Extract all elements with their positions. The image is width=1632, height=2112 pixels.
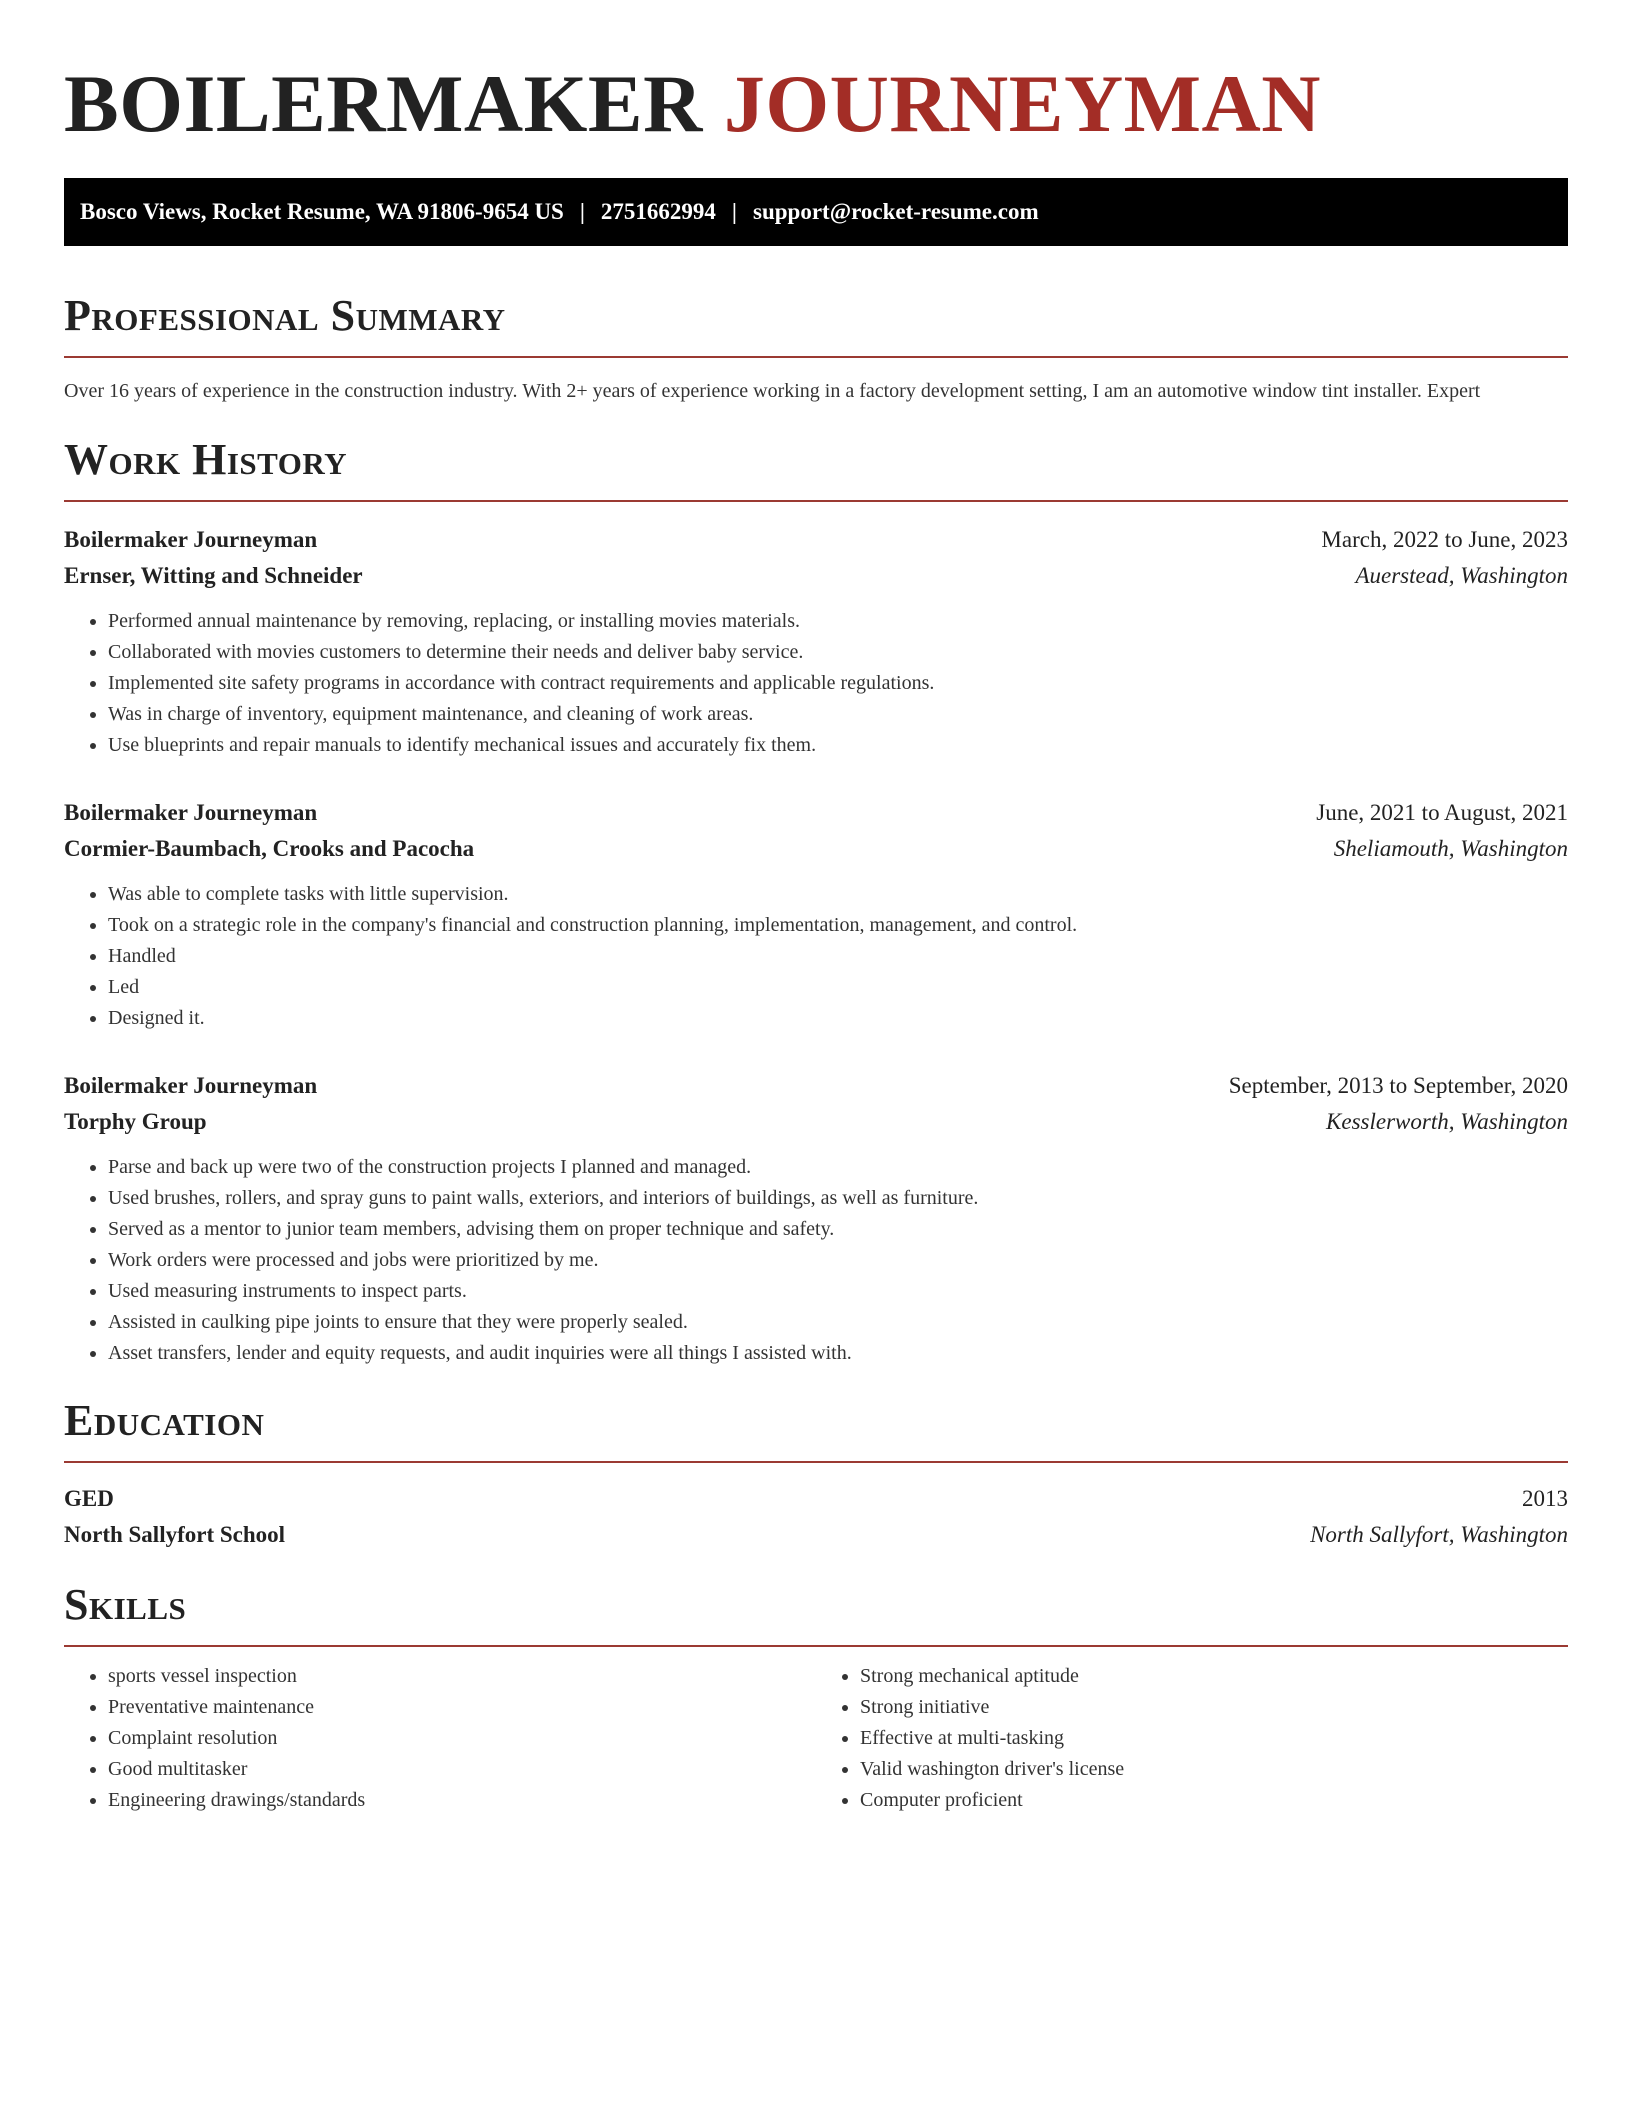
job-bullet: • Assisted in caulking pipe joints to ensure that they were properly sealed. bbox=[108, 1307, 1568, 1338]
job-entry bbox=[64, 522, 1568, 761]
contact-separator: | bbox=[579, 199, 585, 224]
summary-text: Over 16 years of experience in the construction industry. With 2+ years of experience working in a factory development setting, I am an automotive window tint installer. Expert bbox=[64, 380, 1481, 402]
skill-item: • sports vessel inspection bbox=[108, 1661, 816, 1692]
job-header-row bbox=[64, 522, 1568, 558]
job-bullet: • Implemented site safety programs in accordance with contract requirements and applicable regulations. bbox=[108, 668, 1568, 699]
skill-item: • Strong mechanical aptitude bbox=[860, 1661, 1568, 1692]
education-school-row bbox=[64, 1517, 1568, 1553]
job-bullet: • Performed annual maintenance by removing, replacing, or installing movies materials. bbox=[108, 606, 1568, 637]
candidate-name bbox=[64, 58, 1568, 150]
section-divider bbox=[64, 356, 1568, 358]
education-school: North Sallyfort School bbox=[64, 1522, 286, 1547]
work-history-section bbox=[64, 434, 1568, 1369]
skill-item: • Engineering drawings/standards bbox=[108, 1785, 816, 1816]
section-title: Skills bbox=[64, 1580, 187, 1629]
education-degree: GED bbox=[64, 1486, 114, 1511]
skills-columns bbox=[64, 1661, 1568, 1816]
section-title: Education bbox=[64, 1396, 265, 1445]
job-dates: September, 2013 to September, 2020 bbox=[1228, 1073, 1568, 1098]
job-location: Sheliamouth, Washington bbox=[1333, 836, 1568, 861]
job-bullet: • Led bbox=[108, 972, 1568, 1003]
job-bullet: • Parse and back up were two of the construction projects I planned and managed. bbox=[108, 1152, 1568, 1183]
job-bullet: • Was in charge of inventory, equipment maintenance, and cleaning of work areas. bbox=[108, 699, 1568, 730]
job-company-row bbox=[64, 831, 1568, 867]
skill-item: • Computer proficient bbox=[860, 1785, 1568, 1816]
education-location: North Sallyfort, Washington bbox=[1310, 1522, 1568, 1547]
job-header-row bbox=[64, 795, 1568, 831]
job-bullet: • Designed it. bbox=[108, 1003, 1568, 1034]
education-year: 2013 bbox=[1522, 1486, 1568, 1511]
education-entry bbox=[64, 1481, 1568, 1553]
skill-item: • Valid washington driver's license bbox=[860, 1754, 1568, 1785]
job-title: Boilermaker Journeyman bbox=[64, 1073, 318, 1098]
education-header-row bbox=[64, 1481, 1568, 1517]
job-bullet: • Took on a strategic role in the company's financial and construction planning, implementation, management, and control. bbox=[108, 910, 1568, 941]
professional-summary-section bbox=[64, 290, 1568, 406]
job-entry bbox=[64, 1068, 1568, 1369]
section-title: Professional Summary bbox=[64, 291, 506, 340]
job-bullet: • Work orders were processed and jobs were prioritized by me. bbox=[108, 1245, 1568, 1276]
contact-separator: | bbox=[731, 199, 737, 224]
skill-item: • Good multitasker bbox=[108, 1754, 816, 1785]
job-bullets bbox=[64, 1152, 1568, 1369]
job-dates: June, 2021 to August, 2021 bbox=[1316, 800, 1568, 825]
last-name: JOURNEYMAN bbox=[723, 58, 1321, 149]
job-bullet: • Asset transfers, lender and equity requests, and audit inquiries were all things I assisted with. bbox=[108, 1338, 1568, 1369]
job-bullets bbox=[64, 879, 1568, 1034]
section-title: Work History bbox=[64, 435, 348, 484]
job-company: Cormier-Baumbach, Crooks and Pacocha bbox=[64, 836, 475, 861]
job-bullets bbox=[64, 606, 1568, 761]
job-bullet: • Served as a mentor to junior team members, advising them on proper technique and safety. bbox=[108, 1214, 1568, 1245]
contact-bar bbox=[64, 178, 1568, 246]
job-title: Boilermaker Journeyman bbox=[64, 527, 318, 552]
contact-address: Bosco Views, Rocket Resume, WA 91806-9654 US bbox=[80, 199, 564, 224]
job-bullet: • Was able to complete tasks with little supervision. bbox=[108, 879, 1568, 910]
skills-list-right bbox=[816, 1661, 1568, 1816]
skill-item: • Effective at multi-tasking bbox=[860, 1723, 1568, 1754]
job-location: Kesslerworth, Washington bbox=[1326, 1109, 1568, 1134]
contact-email: support@rocket-resume.com bbox=[753, 199, 1039, 224]
job-bullet: • Handled bbox=[108, 941, 1568, 972]
job-company: Ernser, Witting and Schneider bbox=[64, 563, 363, 588]
job-location: Auerstead, Washington bbox=[1355, 563, 1568, 588]
job-company-row bbox=[64, 558, 1568, 594]
education-section bbox=[64, 1395, 1568, 1553]
job-bullet: • Use blueprints and repair manuals to identify mechanical issues and accurately fix them. bbox=[108, 730, 1568, 761]
section-divider bbox=[64, 1645, 1568, 1647]
job-header-row bbox=[64, 1068, 1568, 1104]
first-name: BOILERMAKER bbox=[64, 58, 703, 149]
skill-item: • Complaint resolution bbox=[108, 1723, 816, 1754]
job-bullet: • Used brushes, rollers, and spray guns to paint walls, exteriors, and interiors of buildings, as well as furniture. bbox=[108, 1183, 1568, 1214]
job-bullet: • Collaborated with movies customers to determine their needs and deliver baby service. bbox=[108, 637, 1568, 668]
skill-item: • Preventative maintenance bbox=[108, 1692, 816, 1723]
section-divider bbox=[64, 500, 1568, 502]
job-title: Boilermaker Journeyman bbox=[64, 800, 318, 825]
job-entry bbox=[64, 795, 1568, 1034]
job-dates: March, 2022 to June, 2023 bbox=[1321, 527, 1568, 552]
job-company: Torphy Group bbox=[64, 1109, 207, 1134]
job-company-row bbox=[64, 1104, 1568, 1140]
section-divider bbox=[64, 1461, 1568, 1463]
contact-phone: 2751662994 bbox=[600, 199, 716, 224]
skill-item: • Strong initiative bbox=[860, 1692, 1568, 1723]
job-bullet: • Used measuring instruments to inspect parts. bbox=[108, 1276, 1568, 1307]
skills-list-left bbox=[64, 1661, 816, 1816]
skills-section bbox=[64, 1579, 1568, 1816]
